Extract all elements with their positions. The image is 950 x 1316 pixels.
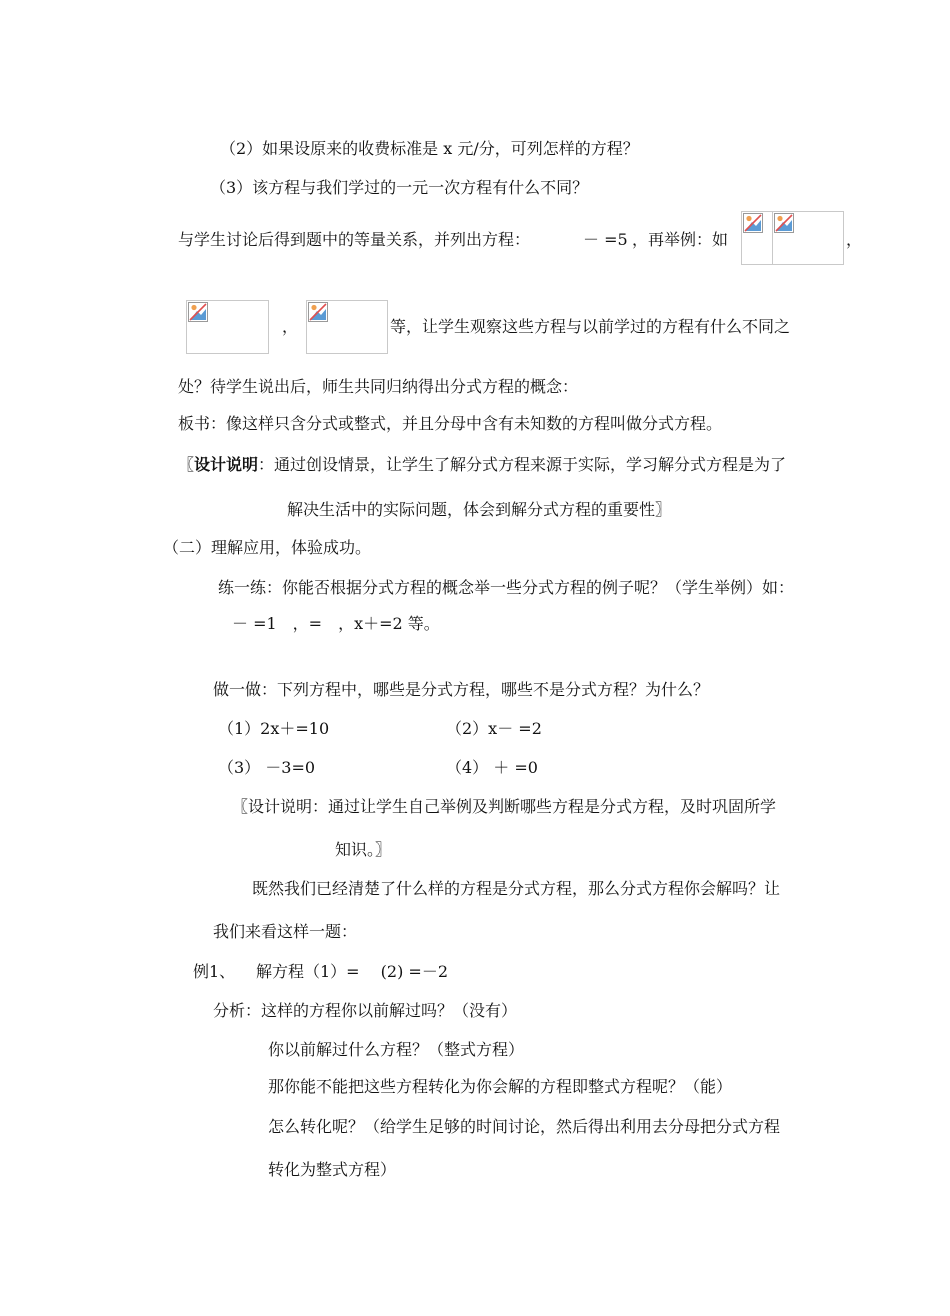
ask-1: 你以前解过什么方程？（整式方程） xyxy=(268,1040,525,1059)
equation-image-4 xyxy=(306,300,388,354)
design-note-text: ：通过创设情景，让学生了解分式方程来源于实际，学习解分式方程是为了 xyxy=(258,455,787,474)
discuss-text: 与学生讨论后得到题中的等量关系，并列出方程： xyxy=(178,230,531,249)
equation-4: （4） ＋ =0 xyxy=(446,758,538,777)
section-2-heading: （二）理解应用，体验成功。 xyxy=(163,538,372,557)
broken-image-icon xyxy=(743,213,763,233)
example-1-text: 解方程（1）= (2) =－2 xyxy=(256,962,449,981)
design-note-label: 设计说明 xyxy=(194,455,259,474)
equation-image-2 xyxy=(772,211,844,265)
since-text: 既然我们已经清楚了什么样的方程是分式方程，那么分式方程你会解吗？让 xyxy=(252,879,781,898)
equation-1: （1）2x＋=10 xyxy=(218,719,330,738)
observe-text-2: 处？待学生说出后，师生共同归纳得出分式方程的概念： xyxy=(178,377,579,396)
example-1-label: 例1、 xyxy=(193,962,236,981)
design-note-1 xyxy=(178,455,786,475)
since-text-cont: 我们来看这样一题： xyxy=(213,922,358,941)
equation-image-3 xyxy=(186,300,269,354)
ask-2: 那你能不能把这些方程转化为你会解的方程即整式方程呢？（能） xyxy=(268,1077,733,1096)
board-text: 板书：像这样只含分式或整式，并且分母中含有未知数的方程叫做分式方程。 xyxy=(178,414,723,433)
equation-image-1 xyxy=(741,211,773,265)
question-3: （3）该方程与我们学过的一元一次方程有什么不同？ xyxy=(210,178,589,197)
design-note-2: 〖设计说明：通过让学生自己举例及判断哪些方程是分式方程，及时巩固所学 xyxy=(232,797,777,816)
ask-3: 怎么转化呢？（给学生足够的时间讨论，然后得出利用去分母把分式方程 xyxy=(268,1117,781,1136)
broken-image-icon xyxy=(774,213,794,233)
comma-mid: ， xyxy=(282,317,299,336)
example-intro: ，再举例：如 xyxy=(632,230,729,249)
ask-3-cont: 转化为整式方程） xyxy=(268,1160,397,1179)
do-it-text: 做一做：下列方程中，哪些是分式方程，哪些不是分式方程？为什么？ xyxy=(213,680,710,699)
question-2: （2）如果设原来的收费标准是 x 元/分，可列怎样的方程？ xyxy=(220,139,639,158)
broken-image-icon xyxy=(188,302,208,322)
design-note-bracket: 〖 xyxy=(178,455,195,474)
equation-main: － =5 xyxy=(583,230,628,249)
observe-text: 等，让学生观察这些方程与以前学过的方程有什么不同之 xyxy=(390,317,791,336)
practice-equations: － =1 ，= ，x＋=2 等。 xyxy=(232,614,440,633)
equation-2: （2）x－ =2 xyxy=(446,719,542,738)
broken-image-icon xyxy=(308,302,328,322)
comma-end: ， xyxy=(846,230,863,249)
design-note-1-cont: 解决生活中的实际问题，体会到解分式方程的重要性〗 xyxy=(287,500,672,519)
equation-3: （3） －3=0 xyxy=(218,758,316,777)
design-note-2-cont: 知识。〗 xyxy=(335,840,392,859)
analysis-text: 分析：这样的方程你以前解过吗？（没有） xyxy=(213,1001,518,1020)
practice-text: 练一练：你能否根据分式方程的概念举一些分式方程的例子呢？（学生举例）如： xyxy=(218,578,795,597)
